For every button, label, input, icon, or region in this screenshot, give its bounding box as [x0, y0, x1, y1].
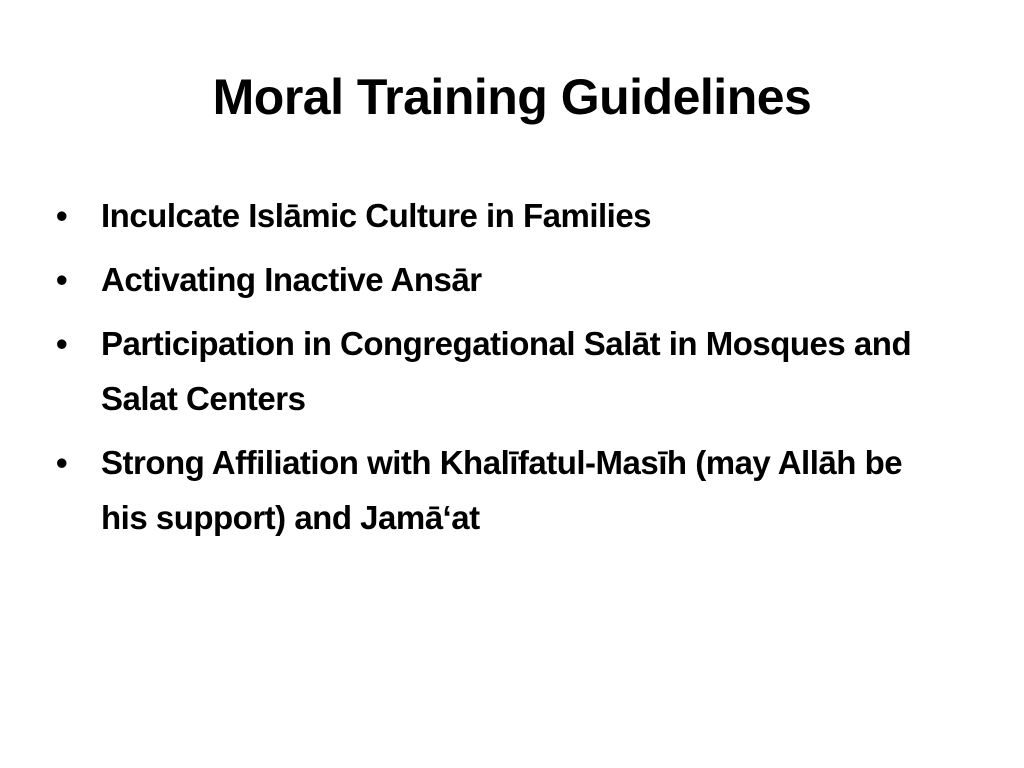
bullet-text: Strong Affiliation with Khalīfatul-Masīh (may Allāh be his support) and Jamā‘at — [101, 444, 903, 536]
bullet-icon: • — [56, 325, 68, 362]
bullet-icon: • — [56, 197, 68, 234]
list-item — [56, 316, 956, 426]
list-item — [56, 435, 956, 545]
bullet-icon: • — [56, 261, 68, 298]
bullet-text: Inculcate Islāmic Culture in Families — [101, 197, 652, 234]
bullet-text: Participation in Congregational Salāt in Mosques and Salat Centers — [101, 325, 912, 417]
list-item — [56, 188, 956, 243]
bullet-icon: • — [56, 444, 68, 481]
slide-title: Moral Training Guidelines — [212, 69, 812, 125]
bullet-text: Activating Inactive Ansār — [101, 261, 482, 298]
bullet-list — [56, 188, 956, 554]
list-item — [56, 252, 956, 307]
